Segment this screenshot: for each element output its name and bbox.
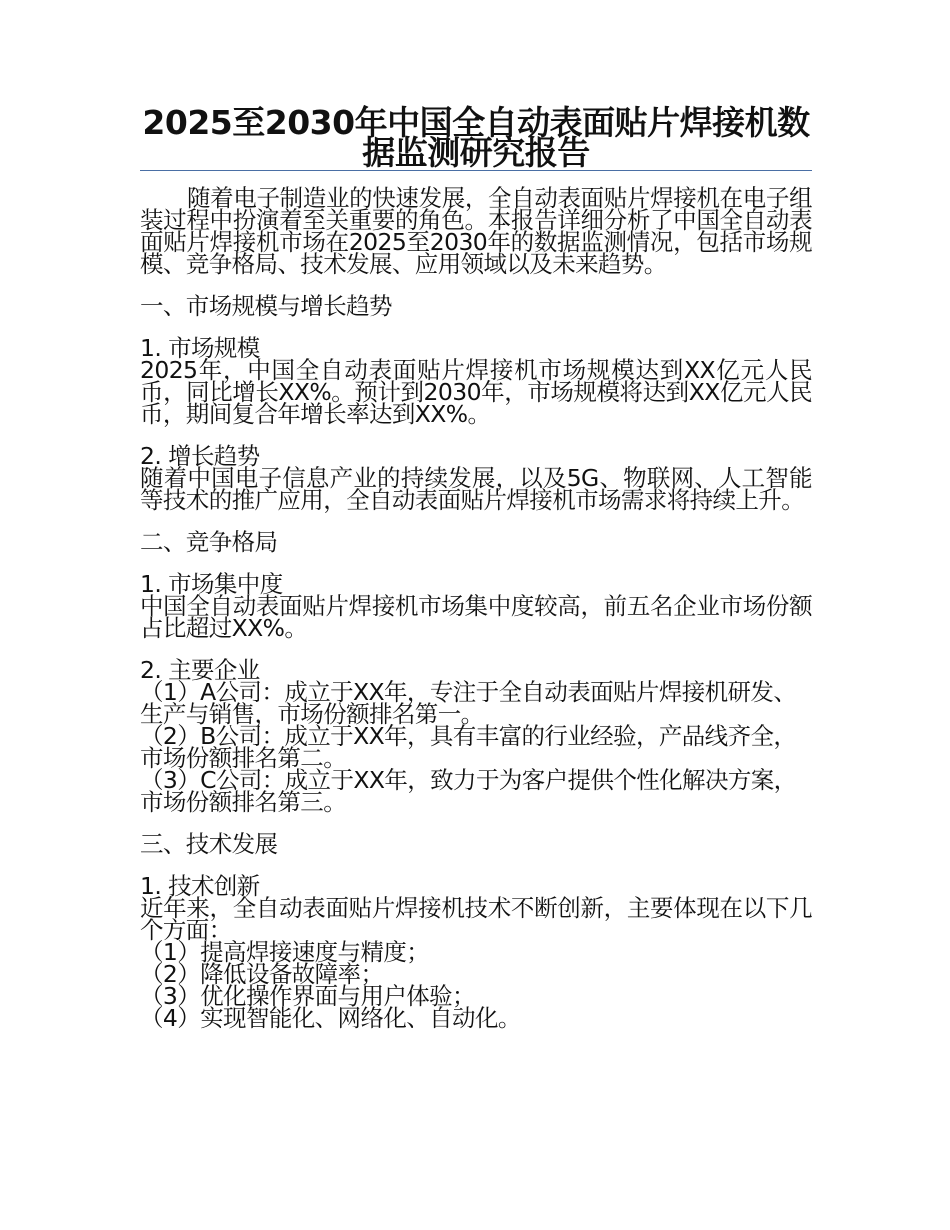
list-item: （3）C公司：成立于XX年，致力于为客户提供个性化解决方案，市场份额排名第三。	[140, 766, 797, 816]
list-item: （2）B公司：成立于XX年，具有丰富的行业经验，产品线齐全，市场份额排名第二。	[140, 722, 797, 772]
document-page	[140, 100, 812, 1032]
paragraph-innovation: 近年来，全自动表面贴片焊接机技术不断创新，主要体现在以下几个方面：	[140, 894, 812, 944]
list-item: （1）A公司：成立于XX年，专注于全自动表面贴片焊接机研发、生产与销售，市场份额排名第一。	[140, 678, 797, 728]
paragraph-concentration: 中国全自动表面贴片焊接机市场集中度较高，前五名企业市场份额占比超过XX%。	[140, 592, 812, 642]
document-title: 2025至2030年中国全自动表面贴片焊接机数据监测研究报告	[142, 103, 810, 172]
subheading-market-size: 1. 市场规模	[140, 334, 260, 362]
section-heading-technology: 三、技术发展	[140, 830, 278, 858]
subheading-major-companies: 2. 主要企业	[140, 656, 260, 684]
subheading-innovation: 1. 技术创新	[140, 872, 260, 900]
list-item: （3）优化操作界面与用户体验；	[140, 982, 475, 1010]
list-item: （1）提高焊接速度与精度；	[140, 938, 430, 966]
list-item: （4）实现智能化、网络化、自动化。	[140, 1004, 521, 1032]
list-item: （2）降低设备故障率；	[140, 960, 384, 988]
subheading-growth-trend: 2. 增长趋势	[140, 442, 260, 470]
paragraph-growth-trend: 随着中国电子信息产业的持续发展，以及5G、物联网、人工智能等技术的推广应用，全自动表面贴片焊接机市场需求将持续上升。	[140, 464, 812, 514]
section-heading-competition: 二、竞争格局	[140, 528, 278, 556]
paragraph-market-size: 2025年，中国全自动表面贴片焊接机市场规模达到XX亿元人民币，同比增长XX%。预计到2030年，市场规模将达到XX亿元人民币，期间复合年增长率达到XX%。	[140, 356, 812, 428]
intro-paragraph: 随着电子制造业的快速发展，全自动表面贴片焊接机在电子组装过程中扮演着至关重要的角色。本报告详细分析了中国全自动表面贴片焊接机市场在2025至2030年的数据监测情况，包括市场规模、竞争格局、技术发展、应用领域以及未来趋势。	[140, 184, 812, 278]
section-heading-market: 一、市场规模与增长趋势	[140, 292, 392, 320]
subheading-concentration: 1. 市场集中度	[140, 570, 283, 598]
